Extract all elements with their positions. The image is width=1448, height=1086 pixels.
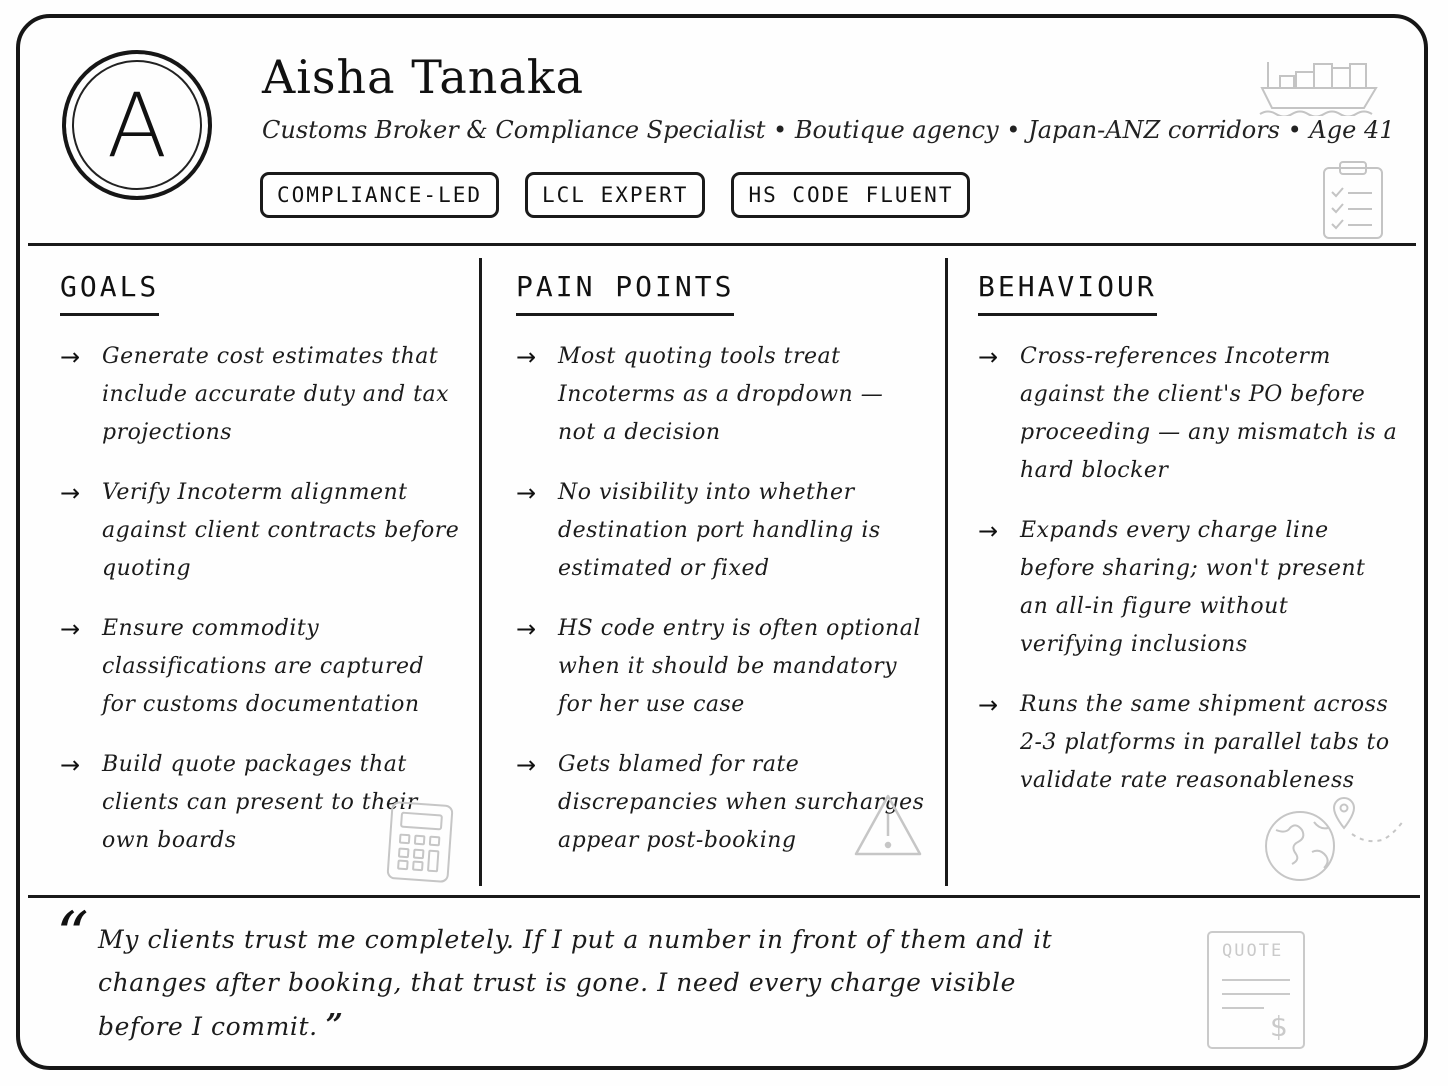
arrow-right-icon: → bbox=[60, 751, 81, 779]
open-quote-mark: “ bbox=[56, 899, 89, 973]
list-item-text: Generate cost estimates that include accurate duty and tax projections bbox=[102, 344, 449, 445]
column-divider-1 bbox=[479, 258, 482, 886]
arrow-right-icon: → bbox=[978, 343, 999, 371]
clipboard-checklist-icon bbox=[1318, 158, 1388, 242]
tag-hs-code-fluent: HS CODE FLUENT bbox=[731, 172, 970, 218]
list-item-text: Cross-references Incoterm against the client's PO before proceeding — any mismatch is a hard blocker bbox=[1020, 344, 1398, 483]
arrow-right-icon: → bbox=[60, 343, 81, 371]
list-item-text: Expands every charge line before sharing; won't present an all-in figure without verifying inclusions bbox=[1020, 518, 1366, 657]
pain-points-section bbox=[516, 270, 926, 882]
avatar: A bbox=[62, 50, 212, 200]
calculator-icon bbox=[384, 800, 456, 884]
behaviour-section bbox=[978, 270, 1398, 822]
list-item-text: Build quote packages that clients can present to their own boards bbox=[102, 752, 418, 853]
list-item-text: Runs the same shipment across 2-3 platforms in parallel tabs to validate rate reasonableness bbox=[1020, 692, 1390, 793]
goals-title: GOALS bbox=[60, 270, 159, 316]
persona-quote bbox=[98, 918, 1108, 1048]
list-item-text: Verify Incoterm alignment against client contracts before quoting bbox=[102, 480, 460, 581]
warning-triangle-icon bbox=[852, 792, 924, 858]
quote-document-currency: $ bbox=[1270, 1010, 1288, 1043]
behaviour-title: BEHAVIOUR bbox=[978, 270, 1157, 316]
header-divider bbox=[28, 243, 1416, 246]
persona-subtitle: Customs Broker & Compliance Specialist • Boutique agency • Japan-ANZ corridors • Age 41 bbox=[262, 116, 1395, 144]
arrow-right-icon: → bbox=[60, 479, 81, 507]
list-item bbox=[516, 474, 926, 588]
arrow-right-icon: → bbox=[60, 615, 81, 643]
list-item bbox=[516, 610, 926, 724]
list-item bbox=[516, 338, 926, 452]
tag-lcl-expert: LCL EXPERT bbox=[525, 172, 705, 218]
goals-section bbox=[60, 270, 460, 882]
globe-location-icon bbox=[1262, 794, 1412, 884]
list-item-text: HS code entry is often optional when it should be mandatory for her use case bbox=[558, 616, 921, 717]
list-item bbox=[978, 686, 1398, 800]
quote-text: My clients trust me completely. If I put a number in front of them and it changes after booking, that trust is gone. I need every charge visible before I commit. bbox=[98, 925, 1053, 1041]
list-item bbox=[60, 338, 460, 452]
list-item-text: Gets blamed for rate discrepancies when surcharges appear post-booking bbox=[558, 752, 925, 853]
list-item-text: No visibility into whether destination port handling is estimated or fixed bbox=[558, 480, 881, 581]
persona-name: Aisha Tanaka bbox=[262, 50, 585, 104]
cargo-ship-icon bbox=[1258, 58, 1382, 116]
tag-list bbox=[260, 172, 970, 218]
arrow-right-icon: → bbox=[516, 479, 537, 507]
list-item bbox=[60, 610, 460, 724]
list-item-text: Most quoting tools treat Incoterms as a dropdown — not a decision bbox=[558, 344, 884, 445]
quote-document-icon bbox=[1204, 928, 1308, 1052]
list-item-text: Ensure commodity classifications are captured for customs documentation bbox=[102, 616, 425, 717]
tag-compliance-led: COMPLIANCE-LED bbox=[260, 172, 499, 218]
list-item bbox=[978, 512, 1398, 664]
close-quote-mark: ” bbox=[325, 1008, 344, 1043]
column-divider-2 bbox=[945, 258, 948, 886]
list-item bbox=[978, 338, 1398, 490]
arrow-right-icon: → bbox=[516, 343, 537, 371]
pain-points-title: PAIN POINTS bbox=[516, 270, 734, 316]
arrow-right-icon: → bbox=[978, 517, 999, 545]
arrow-right-icon: → bbox=[516, 751, 537, 779]
list-item bbox=[60, 474, 460, 588]
quote-document-label: QUOTE bbox=[1222, 941, 1284, 961]
arrow-right-icon: → bbox=[978, 691, 999, 719]
arrow-right-icon: → bbox=[516, 615, 537, 643]
quote-divider bbox=[28, 895, 1420, 898]
